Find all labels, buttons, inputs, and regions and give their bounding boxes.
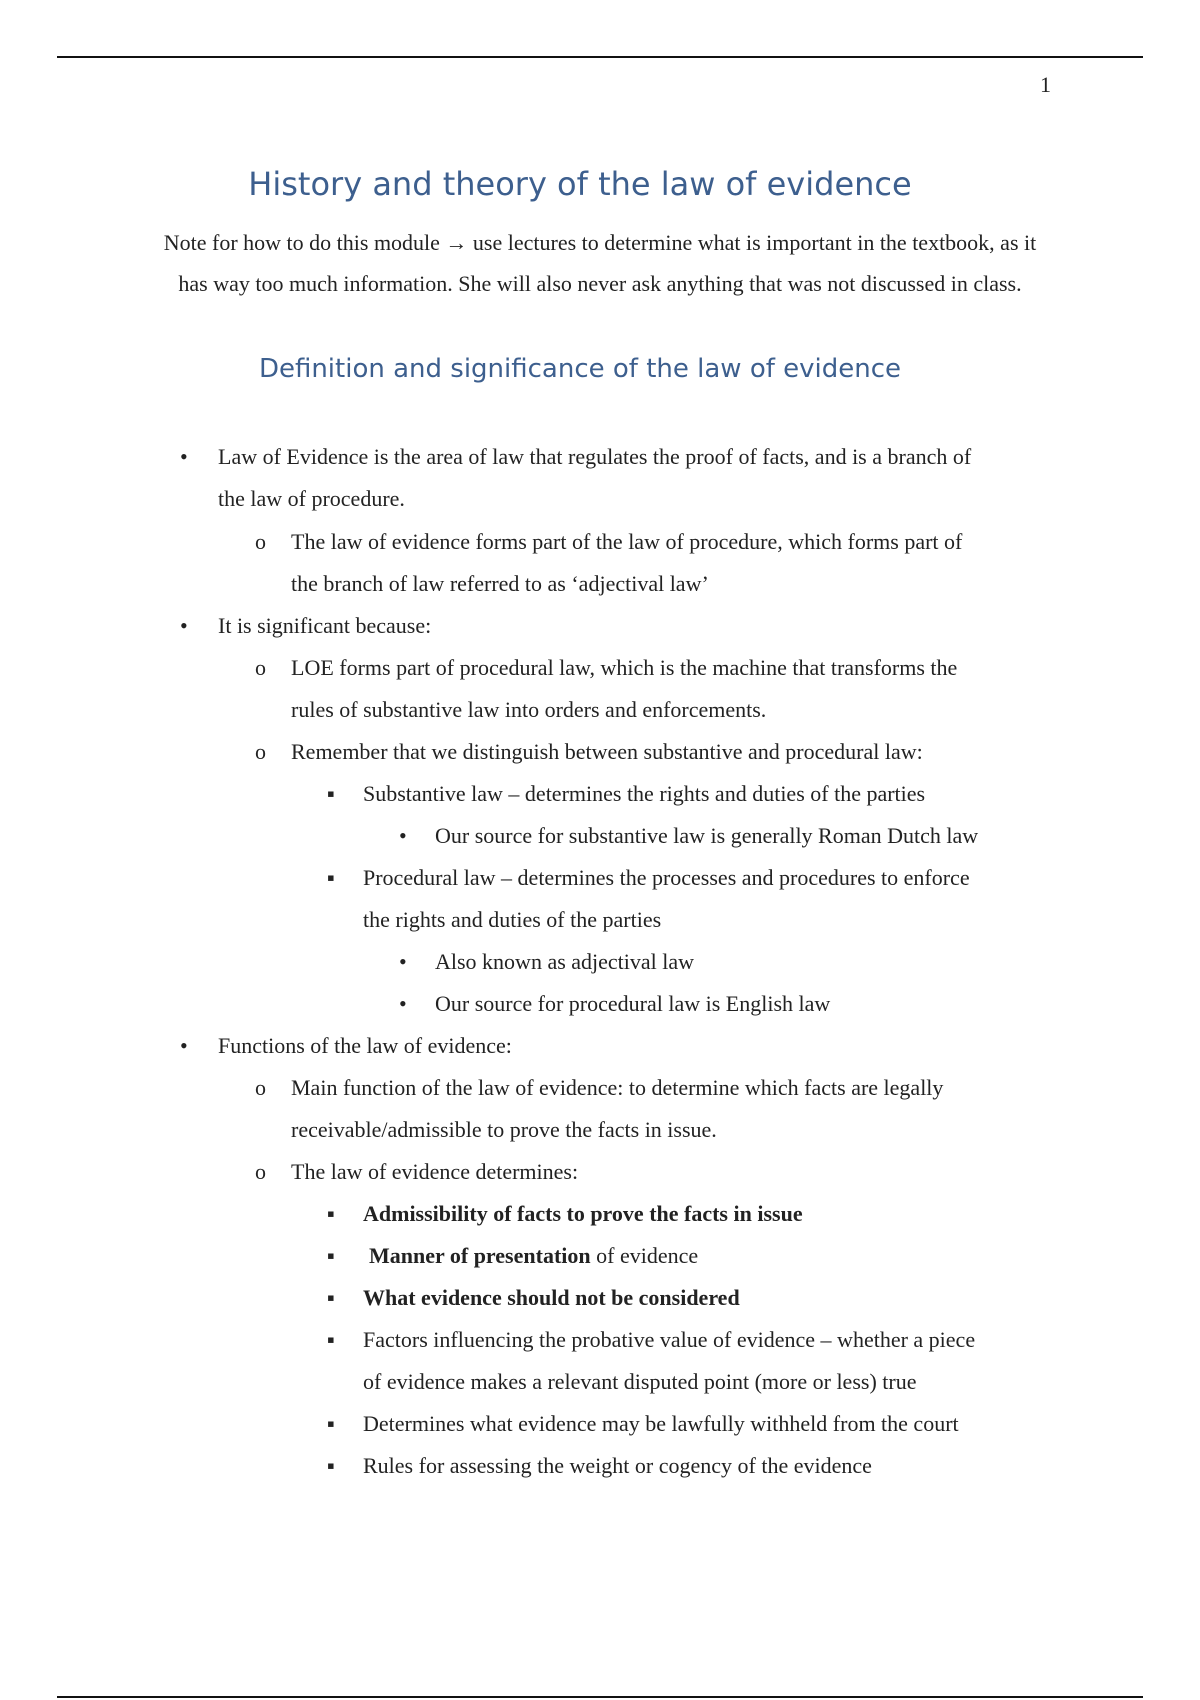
square-bullet-icon: ▪ — [327, 1243, 335, 1268]
list-item: Also known as adjectival law — [435, 949, 695, 974]
square-bullet-icon: ▪ — [327, 1285, 335, 1310]
circle-bullet-icon: o — [255, 529, 266, 554]
bullet-icon: • — [399, 991, 407, 1016]
square-bullet-icon: ▪ — [327, 1453, 335, 1478]
list-item: Factors influencing the probative value of evidence – whether a piece — [363, 1327, 976, 1352]
list-item: Admissibility of facts to prove the facts in issue — [363, 1201, 803, 1226]
document-title: History and theory of the law of evidence — [248, 165, 912, 203]
list-item: The law of evidence forms part of the law of procedure, which forms part of — [291, 529, 963, 554]
square-bullet-icon: ▪ — [327, 1411, 335, 1436]
list-item: Law of Evidence is the area of law that regulates the proof of facts, and is a branch of — [218, 444, 972, 469]
bullet-icon: • — [180, 444, 188, 469]
header-rule — [57, 56, 1143, 58]
section-heading: Definition and significance of the law of evidence — [258, 354, 902, 384]
square-bullet-icon: ▪ — [327, 1327, 335, 1352]
list-item: The law of evidence determines: — [291, 1159, 579, 1184]
bullet-icon: • — [180, 613, 188, 638]
list-item: of evidence makes a relevant disputed point (more or less) true — [363, 1369, 917, 1394]
circle-bullet-icon: o — [255, 655, 266, 680]
square-bullet-icon: ▪ — [327, 1201, 335, 1226]
circle-bullet-icon: o — [255, 739, 266, 764]
list-item: Determines what evidence may be lawfully withheld from the court — [363, 1411, 959, 1436]
square-bullet-icon: ▪ — [327, 865, 335, 890]
list-item: the rights and duties of the parties — [363, 907, 662, 932]
list-item-emphasis: Manner of presentation — [369, 1243, 591, 1268]
list-item: receivable/admissible to prove the facts in issue. — [291, 1117, 717, 1142]
list-item: Procedural law – determines the processes and procedures to enforce — [363, 865, 970, 890]
circle-bullet-icon: o — [255, 1075, 266, 1100]
list-item: Substantive law – determines the rights and duties of the parties — [363, 781, 926, 806]
footer-rule — [57, 1696, 1143, 1698]
list-item: Functions of the law of evidence: — [218, 1033, 512, 1058]
list-item: LOE forms part of procedural law, which is the machine that transforms the — [291, 655, 958, 680]
list-item: What evidence should not be considered — [363, 1285, 740, 1310]
list-item: Our source for substantive law is generally Roman Dutch law — [435, 823, 979, 848]
list-item: the branch of law referred to as ‘adjectival law’ — [291, 571, 709, 596]
bullet-icon: • — [399, 949, 407, 974]
square-bullet-icon: ▪ — [327, 781, 335, 806]
list-item: Remember that we distinguish between substantive and procedural law: — [291, 739, 923, 764]
list-item: It is significant because: — [218, 613, 432, 638]
list-item: Main function of the law of evidence: to determine which facts are legally — [291, 1075, 944, 1100]
module-note: Note for how to do this module → use lectures to determine what is important in the textbook, as it has way too much information. She will also never ask anything that was not discussed in class. — [163, 230, 1037, 296]
list-item: the law of procedure. — [218, 486, 405, 511]
list-item — [369, 1235, 698, 1277]
page-number: 1 — [1040, 72, 1051, 97]
circle-bullet-icon: o — [255, 1159, 266, 1184]
list-item-text: of evidence — [590, 1243, 699, 1268]
bullet-icon: • — [399, 823, 407, 848]
list-item: Our source for procedural law is English law — [435, 991, 831, 1016]
bullet-icon: • — [180, 1033, 188, 1058]
list-item: rules of substantive law into orders and enforcements. — [291, 697, 767, 722]
list-item: Rules for assessing the weight or cogency of the evidence — [363, 1453, 872, 1478]
